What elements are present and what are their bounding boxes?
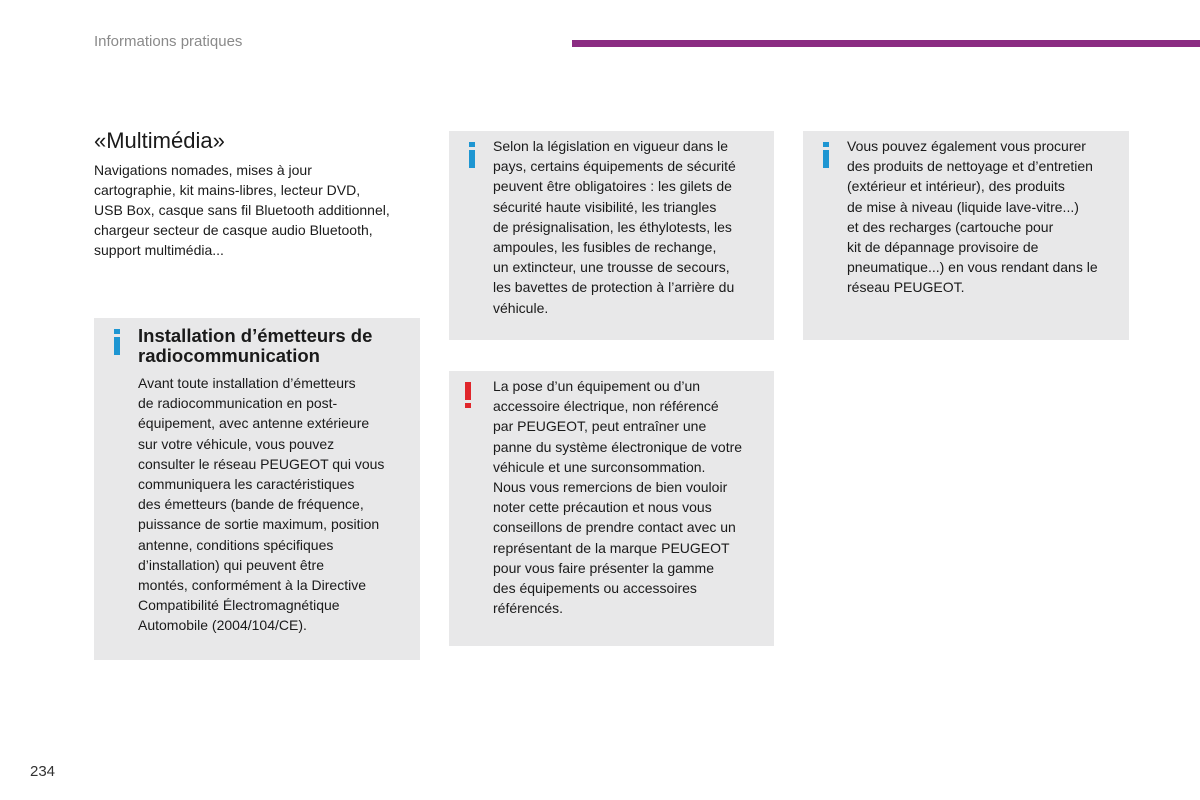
text-line: véhicule et une surconsommation.	[493, 458, 706, 475]
text-line: pneumatique...) en vous rendant dans le	[847, 259, 1098, 276]
page-number: 234	[30, 763, 56, 780]
text-line: communiquera les caractéristiques	[138, 476, 355, 493]
text-line: montés, conformément à la Directive	[138, 577, 366, 594]
section-title: «Multimédia»	[94, 128, 225, 153]
text-line: des produits de nettoyage et d’entretien	[847, 158, 1093, 175]
text-line: (extérieur et intérieur), des produits	[847, 178, 1065, 195]
text-line: des émetteurs (bande de fréquence,	[138, 496, 364, 513]
text-line: support multimédia...	[94, 242, 224, 258]
text-line: représentant de la marque PEUGEOT	[493, 539, 730, 556]
text-line: ampoules, les fusibles de rechange,	[493, 239, 717, 256]
info-box-products	[803, 131, 1129, 340]
text-line: kit de dépannage provisoire de	[847, 239, 1039, 256]
text-line: antenne, conditions spécifiques	[138, 536, 334, 553]
box-title	[138, 326, 372, 365]
text-line: Nous vous remercions de bien vouloir	[493, 479, 728, 496]
text-line: consulter le réseau PEUGEOT qui vous	[138, 455, 385, 472]
box-text	[847, 136, 1127, 298]
info-icon	[461, 140, 485, 170]
text-line: conseillons de prendre contact avec un	[493, 519, 736, 536]
text-line: un extincteur, une trousse de secours,	[493, 259, 730, 276]
text-line: cartographie, kit mains-libres, lecteur DVD,	[94, 182, 361, 198]
info-icon	[106, 327, 130, 357]
text-line: puissance de sortie maximum, position	[138, 516, 380, 533]
box-text	[138, 373, 416, 636]
box-text	[493, 376, 771, 618]
text-line: Installation d’émetteurs de	[138, 325, 373, 346]
text-line: Compatibilité Électromagnétique	[138, 597, 340, 614]
intro-paragraph	[94, 160, 429, 260]
warning-icon	[461, 380, 475, 410]
text-line: La pose d’un équipement ou d’un	[493, 378, 701, 394]
running-header: Informations pratiques	[94, 33, 243, 50]
text-line: Navigations nomades, mises à jour	[94, 162, 312, 178]
text-line: référencés.	[493, 600, 564, 617]
text-line: noter cette précaution et nous vous	[493, 499, 712, 516]
text-line: par PEUGEOT, peut entraîner une	[493, 418, 707, 435]
text-line: pour vous faire présenter la gamme	[493, 559, 714, 576]
text-line: chargeur secteur de casque audio Bluetooth,	[94, 222, 373, 238]
text-line: véhicule.	[493, 299, 549, 316]
text-line: accessoire électrique, non référencé	[493, 398, 719, 415]
text-line: de radiocommunication en post-	[138, 395, 338, 412]
info-box-legislation	[449, 131, 774, 340]
text-line: Selon la législation en vigueur dans le	[493, 138, 729, 154]
text-line: Avant toute installation d’émetteurs	[138, 375, 356, 391]
text-line: et des recharges (cartouche pour	[847, 218, 1054, 235]
warning-box	[449, 371, 774, 646]
text-line: peuvent être obligatoires : les gilets de	[493, 178, 732, 195]
header-accent-bar	[572, 40, 1200, 47]
text-line: Automobile (2004/104/CE).	[138, 617, 307, 634]
text-line: d’installation) qui peuvent être	[138, 556, 325, 573]
text-line: les bavettes de protection à l’arrière du	[493, 279, 735, 296]
text-line: des équipements ou accessoires	[493, 580, 697, 597]
text-line: radiocommunication	[138, 344, 320, 366]
info-box-installation	[94, 318, 420, 660]
text-line: sécurité haute visibilité, les triangles	[493, 198, 717, 215]
text-line: Vous pouvez également vous procurer	[847, 138, 1086, 154]
text-line: USB Box, casque sans fil Bluetooth additionnel,	[94, 202, 390, 218]
text-line: panne du système électronique de votre	[493, 438, 743, 455]
text-line: de mise à niveau (liquide lave-vitre...)	[847, 198, 1079, 215]
text-line: pays, certains équipements de sécurité	[493, 158, 736, 175]
box-text	[493, 136, 771, 318]
text-line: réseau PEUGEOT.	[847, 279, 965, 296]
text-line: sur votre véhicule, vous pouvez	[138, 435, 335, 452]
text-line: équipement, avec antenne extérieure	[138, 415, 370, 432]
text-line: de présignalisation, les éthylotests, les	[493, 218, 732, 235]
info-icon	[815, 140, 839, 170]
